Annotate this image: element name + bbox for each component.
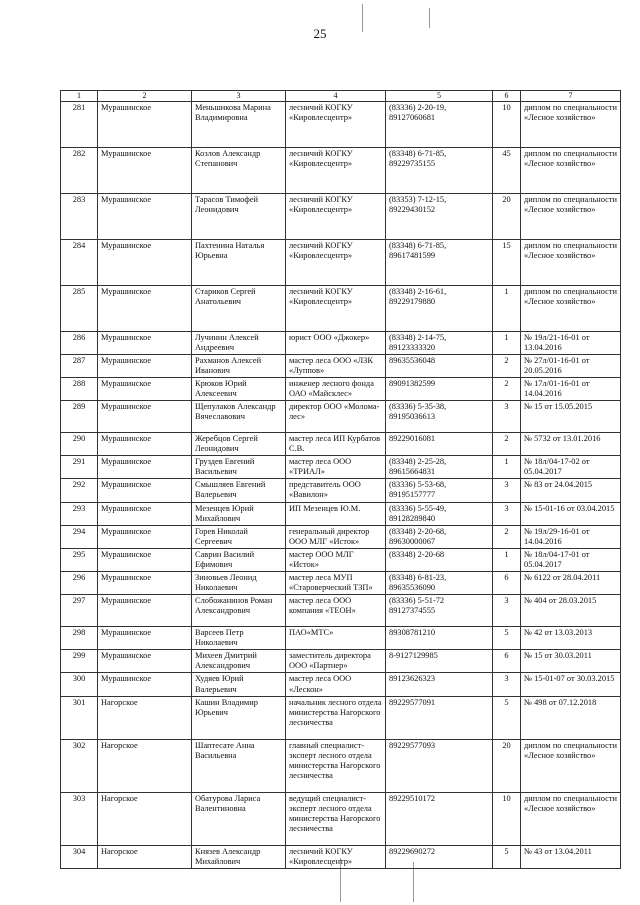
forestry-district: Мурашинское (98, 502, 192, 525)
experience-years: 1 (493, 456, 521, 479)
column-number-row (61, 91, 621, 102)
experience-years: 5 (493, 627, 521, 650)
table-row (61, 193, 621, 239)
experience-years: 3 (493, 401, 521, 433)
phone: (83348) 2-25-28, 89615664831 (386, 456, 493, 479)
table-row (61, 354, 621, 377)
phone: (83348) 6-81-23, 89635536090 (386, 572, 493, 595)
position: лесничий КОГКУ «Кировлесцентр» (286, 285, 386, 331)
person-name: Рахманов Алексей Иванович (192, 354, 286, 377)
forestry-district: Нагорское (98, 792, 192, 845)
row-number: 293 (61, 502, 98, 525)
experience-years: 1 (493, 331, 521, 354)
forestry-district: Мурашинское (98, 354, 192, 377)
column-number: 6 (493, 91, 521, 102)
position: мастер леса МУП «Староверческий ТЗП» (286, 572, 386, 595)
experience-years: 1 (493, 548, 521, 571)
person-name: Варсеев Петр Николаевич (192, 627, 286, 650)
experience-years: 10 (493, 101, 521, 147)
phone: (83336) 5-53-68, 89195157777 (386, 479, 493, 502)
forestry-district: Нагорское (98, 739, 192, 792)
experience-years: 20 (493, 193, 521, 239)
forestry-district: Мурашинское (98, 595, 192, 627)
phone: (83348) 6-71-85, 89617481599 (386, 239, 493, 285)
position: мастер леса ООО компания «ТЕОН» (286, 595, 386, 627)
experience-years: 2 (493, 525, 521, 548)
phone: 89635536048 (386, 354, 493, 377)
table-row (61, 331, 621, 354)
person-name: Михеев Дмитрий Александрович (192, 650, 286, 673)
person-name: Мезенцев Юрий Михайлович (192, 502, 286, 525)
person-name: Шаптесате Анна Васильевна (192, 739, 286, 792)
table-row (61, 572, 621, 595)
table-row (61, 479, 621, 502)
forestry-district: Мурашинское (98, 456, 192, 479)
person-name: Кашин Владимир Юрьевич (192, 696, 286, 739)
forestry-district: Мурашинское (98, 101, 192, 147)
position: главный специалист-эксперт лесного отдела министерства Нагорского лесничества (286, 739, 386, 792)
phone: 89308781210 (386, 627, 493, 650)
table-row (61, 147, 621, 193)
row-number: 284 (61, 239, 98, 285)
qualification-document: № 19л/29-16-01 от 14.04.2016 (521, 525, 621, 548)
person-name: Пахтенина Наталья Юрьевна (192, 239, 286, 285)
experience-years: 2 (493, 354, 521, 377)
position: начальник лесного отдела министерства Нагорского лесничества (286, 696, 386, 739)
row-number: 304 (61, 845, 98, 868)
qualification-document: № 17л/01-16-01 от 14.04.2016 (521, 377, 621, 400)
column-number: 7 (521, 91, 621, 102)
qualification-document: № 15-01-16 от 03.04.2015 (521, 502, 621, 525)
experience-years: 20 (493, 739, 521, 792)
position: ИП Мезенцев Ю.М. (286, 502, 386, 525)
forestry-district: Мурашинское (98, 147, 192, 193)
row-number: 296 (61, 572, 98, 595)
row-number: 290 (61, 433, 98, 456)
table-row (61, 239, 621, 285)
person-name: Зиновьев Леонид Николаевич (192, 572, 286, 595)
position: лесничий КОГКУ «Кировлесцентр» (286, 239, 386, 285)
position: лесничий КОГКУ «Кировлесцентр» (286, 101, 386, 147)
position: лесничий КОГКУ «Кировлесцентр» (286, 147, 386, 193)
phone: 89229577093 (386, 739, 493, 792)
row-number: 299 (61, 650, 98, 673)
person-name: Обатурова Лариса Валентиновна (192, 792, 286, 845)
table-row (61, 673, 621, 696)
qualification-document: диплом по специальности «Лесное хозяйство» (521, 101, 621, 147)
registry-table (60, 90, 621, 869)
row-number: 286 (61, 331, 98, 354)
experience-years: 5 (493, 696, 521, 739)
qualification-document: диплом по специальности «Лесное хозяйство» (521, 239, 621, 285)
row-number: 295 (61, 548, 98, 571)
scan-line-top-left (362, 4, 363, 32)
row-number: 294 (61, 525, 98, 548)
qualification-document: № 15 от 15.05.2015 (521, 401, 621, 433)
table-row (61, 627, 621, 650)
qualification-document: № 6122 от 28.04.2011 (521, 572, 621, 595)
position: мастер ООО МЛГ «Исток» (286, 548, 386, 571)
person-name: Князев Александр Михайлович (192, 845, 286, 868)
person-name: Худяев Юрий Валерьевич (192, 673, 286, 696)
person-name: Слобожанинов Роман Александрович (192, 595, 286, 627)
row-number: 281 (61, 101, 98, 147)
position: мастер леса ООО «ТРИАЛ» (286, 456, 386, 479)
qualification-document: диплом по специальности «Лесное хозяйство» (521, 739, 621, 792)
position: ведущий специалист-эксперт лесного отдела министерства Нагорского лесничества (286, 792, 386, 845)
position: заместитель директора ООО «Партнер» (286, 650, 386, 673)
row-number: 285 (61, 285, 98, 331)
position: ПАО«МТС» (286, 627, 386, 650)
forestry-district: Мурашинское (98, 525, 192, 548)
row-number: 292 (61, 479, 98, 502)
row-number: 301 (61, 696, 98, 739)
experience-years: 10 (493, 792, 521, 845)
qualification-document: № 43 от 13.04.2011 (521, 845, 621, 868)
person-name: Горев Николай Сергеевич (192, 525, 286, 548)
person-name: Тарасов Тимофей Леонидович (192, 193, 286, 239)
forestry-district: Мурашинское (98, 548, 192, 571)
position: инженер лесного фонда ОАО «Майсклес» (286, 377, 386, 400)
person-name: Щепулаков Александр Вячеславович (192, 401, 286, 433)
table-row (61, 792, 621, 845)
phone: (83336) 5-55-49, 89128289840 (386, 502, 493, 525)
qualification-document: диплом по специальности «Лесное хозяйство» (521, 193, 621, 239)
position: лесничий КОГКУ «Кировлесцентр» (286, 845, 386, 868)
phone: 89123626323 (386, 673, 493, 696)
experience-years: 45 (493, 147, 521, 193)
qualification-document: диплом по специальности «Лесное хозяйство» (521, 792, 621, 845)
forestry-district: Мурашинское (98, 650, 192, 673)
position: представитель ООО «Вавилон» (286, 479, 386, 502)
forestry-district: Нагорское (98, 696, 192, 739)
table-row (61, 101, 621, 147)
table-row (61, 650, 621, 673)
experience-years: 3 (493, 673, 521, 696)
position: мастер леса ООО «ЛЗК «Луппов» (286, 354, 386, 377)
table-row (61, 595, 621, 627)
position: мастер леса ИП Курбатов С.В. (286, 433, 386, 456)
experience-years: 3 (493, 502, 521, 525)
phone: 89091382599 (386, 377, 493, 400)
phone: (83348) 2-16-61, 89229179880 (386, 285, 493, 331)
phone: (83348) 2-14-75, 89123333320 (386, 331, 493, 354)
forestry-district: Мурашинское (98, 433, 192, 456)
column-number: 3 (192, 91, 286, 102)
experience-years: 2 (493, 377, 521, 400)
forestry-district: Мурашинское (98, 479, 192, 502)
person-name: Жеребцов Сергей Леонидович (192, 433, 286, 456)
qualification-document: № 5732 от 13.01.2016 (521, 433, 621, 456)
table-row (61, 845, 621, 868)
row-number: 288 (61, 377, 98, 400)
table-row (61, 548, 621, 571)
position: лесничий КОГКУ «Кировлесцентр» (286, 193, 386, 239)
person-name: Саврин Василий Ефимович (192, 548, 286, 571)
forestry-district: Мурашинское (98, 627, 192, 650)
forestry-district: Мурашинское (98, 331, 192, 354)
table-row (61, 456, 621, 479)
position: директор ООО «Молома-лес» (286, 401, 386, 433)
column-number: 4 (286, 91, 386, 102)
forestry-district: Мурашинское (98, 239, 192, 285)
person-name: Лучинин Алексей Андреевич (192, 331, 286, 354)
phone: (83353) 7-12-15, 89229430152 (386, 193, 493, 239)
row-number: 291 (61, 456, 98, 479)
qualification-document: № 83 от 24.04.2015 (521, 479, 621, 502)
row-number: 283 (61, 193, 98, 239)
person-name: Стариков Сергей Анатольевич (192, 285, 286, 331)
row-number: 297 (61, 595, 98, 627)
table-row (61, 525, 621, 548)
phone: (83336) 5-35-38, 89195036613 (386, 401, 493, 433)
experience-years: 3 (493, 595, 521, 627)
qualification-document: № 498 от 07.12.2018 (521, 696, 621, 739)
qualification-document: № 18л/04-17-01 от 05.04.2017 (521, 548, 621, 571)
qualification-document: диплом по специальности «Лесное хозяйство» (521, 147, 621, 193)
phone: (83336) 5-51-72 89127374555 (386, 595, 493, 627)
phone: (83348) 2-20-68 (386, 548, 493, 571)
forestry-district: Мурашинское (98, 401, 192, 433)
column-number: 2 (98, 91, 192, 102)
table-row (61, 377, 621, 400)
person-name: Груздев Евгений Васильевич (192, 456, 286, 479)
forestry-district: Мурашинское (98, 572, 192, 595)
qualification-document: диплом по специальности «Лесное хозяйство» (521, 285, 621, 331)
forestry-district: Мурашинское (98, 285, 192, 331)
phone: 89229016081 (386, 433, 493, 456)
experience-years: 1 (493, 285, 521, 331)
row-number: 300 (61, 673, 98, 696)
person-name: Козлов Александр Степанович (192, 147, 286, 193)
table-row (61, 739, 621, 792)
qualification-document: № 18л/04-17-02 от 05.04.2017 (521, 456, 621, 479)
phone: 89229510172 (386, 792, 493, 845)
column-number: 1 (61, 91, 98, 102)
phone: (83348) 6-71-85, 89229735155 (386, 147, 493, 193)
forestry-district: Мурашинское (98, 377, 192, 400)
phone: (83336) 2-20-19, 89127060681 (386, 101, 493, 147)
experience-years: 5 (493, 845, 521, 868)
qualification-document: № 19л/21-16-01 от 13.04.2016 (521, 331, 621, 354)
person-name: Смышляев Евгений Валерьевич (192, 479, 286, 502)
qualification-document: № 404 от 28.03.2015 (521, 595, 621, 627)
experience-years: 6 (493, 650, 521, 673)
table-row (61, 285, 621, 331)
row-number: 298 (61, 627, 98, 650)
scan-line-top-right (429, 8, 430, 28)
person-name: Крюков Юрий Алексеевич (192, 377, 286, 400)
forestry-district: Мурашинское (98, 193, 192, 239)
forestry-district: Нагорское (98, 845, 192, 868)
position: мастер леса ООО «Лескон» (286, 673, 386, 696)
qualification-document: № 15 от 30.03.2011 (521, 650, 621, 673)
experience-years: 2 (493, 433, 521, 456)
table-row (61, 696, 621, 739)
person-name: Меньшикова Марина Владимировна (192, 101, 286, 147)
position: генеральный директор ООО МЛГ «Исток» (286, 525, 386, 548)
phone: (83348) 2-20-68, 89630000067 (386, 525, 493, 548)
phone: 89229690272 (386, 845, 493, 868)
qualification-document: № 27л/01-16-01 от 20.05.2016 (521, 354, 621, 377)
table-row (61, 433, 621, 456)
experience-years: 3 (493, 479, 521, 502)
table-row (61, 401, 621, 433)
phone: 89229577091 (386, 696, 493, 739)
qualification-document: № 42 от 13.03.2013 (521, 627, 621, 650)
row-number: 289 (61, 401, 98, 433)
row-number: 282 (61, 147, 98, 193)
position: юрист ООО «Джокер» (286, 331, 386, 354)
row-number: 302 (61, 739, 98, 792)
phone: 8-9127129985 (386, 650, 493, 673)
experience-years: 6 (493, 572, 521, 595)
qualification-document: № 15-01-07 от 30.03.2015 (521, 673, 621, 696)
forestry-district: Мурашинское (98, 673, 192, 696)
row-number: 287 (61, 354, 98, 377)
column-number: 5 (386, 91, 493, 102)
table-row (61, 502, 621, 525)
page-number: 25 (313, 26, 327, 41)
experience-years: 15 (493, 239, 521, 285)
row-number: 303 (61, 792, 98, 845)
